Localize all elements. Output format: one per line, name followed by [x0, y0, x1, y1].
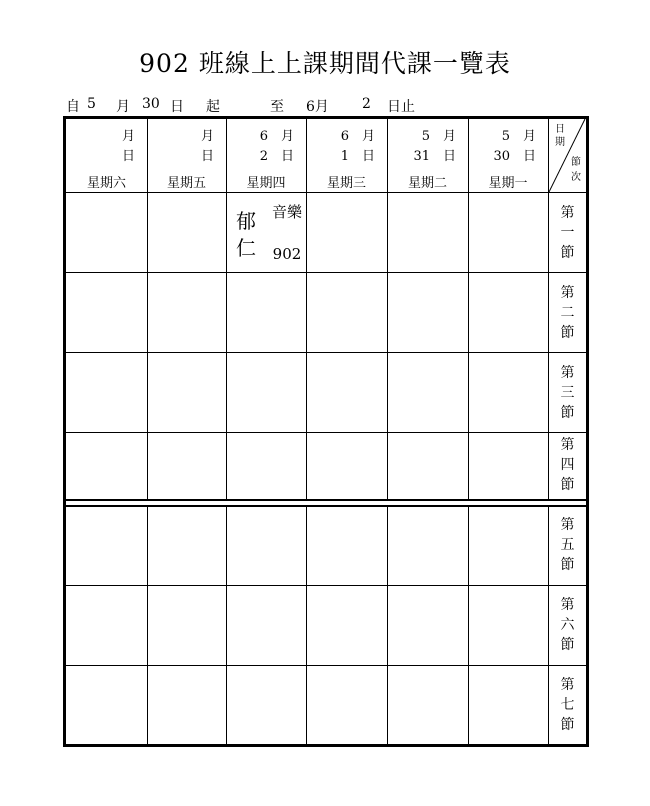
- range-month-unit: 月: [116, 99, 130, 115]
- range-day-unit: 日: [170, 99, 184, 115]
- row-divider: [66, 352, 586, 353]
- header-day: 2 日: [259, 149, 294, 164]
- schedule-table: [63, 116, 589, 747]
- header-weekday: 星期五: [166, 176, 206, 191]
- header-cell-mon: [468, 119, 548, 192]
- period-label-6: 第 六 節: [560, 597, 575, 653]
- header-weekday: 星期三: [326, 176, 366, 191]
- double-row-divider: [66, 499, 586, 507]
- header-day: 31 日: [413, 149, 456, 164]
- row-divider: [66, 432, 586, 433]
- header-month: 6 月: [340, 129, 375, 144]
- corner-date-label: 日期: [555, 124, 565, 148]
- corner-period-label: 節次: [571, 157, 581, 183]
- entry-subject: 音樂: [271, 203, 302, 221]
- header-month: 5 月: [501, 129, 536, 144]
- header-cell-fri: [147, 119, 226, 192]
- header-day: 30 日: [493, 149, 536, 164]
- header-day: 日: [200, 149, 214, 164]
- range-to-day: 2: [362, 96, 371, 112]
- header-month: 月: [200, 129, 214, 144]
- row-divider: [66, 272, 586, 273]
- header-cell-wed: [306, 119, 387, 192]
- header-month: 6 月: [259, 129, 294, 144]
- header-day: 日: [121, 149, 135, 164]
- range-end-label: 日止: [387, 99, 415, 115]
- period-label-4: 第 四 節: [560, 437, 575, 493]
- header-cell-sat: [66, 119, 147, 192]
- entry-teacher: 郁仁: [236, 209, 256, 260]
- header-cell-tue: [387, 119, 468, 192]
- period-label-7: 第 七 節: [560, 677, 575, 733]
- header-month: 月: [121, 129, 135, 144]
- range-to-label: 至: [270, 99, 284, 115]
- period-label-2: 第 二 節: [560, 285, 575, 341]
- header-weekday: 星期一: [488, 176, 528, 191]
- entry-class: 902: [272, 245, 302, 263]
- range-start-label: 起: [206, 99, 220, 115]
- range-to-month: 6月: [306, 99, 329, 115]
- range-from-day: 30: [142, 96, 160, 112]
- header-cell-thu: [226, 119, 306, 192]
- header-month: 5 月: [421, 129, 456, 144]
- period-label-3: 第 三 節: [560, 365, 575, 421]
- header-weekday: 星期二: [407, 176, 447, 191]
- corner-cell: [549, 119, 586, 192]
- row-divider: [66, 585, 586, 586]
- row-divider: [66, 192, 586, 193]
- header-weekday: 星期六: [86, 176, 126, 191]
- range-from-label: 自: [66, 99, 80, 115]
- period-label-5: 第 五 節: [560, 517, 575, 573]
- header-day: 1 日: [340, 149, 375, 164]
- range-from-month: 5: [87, 96, 96, 112]
- row-divider: [66, 665, 586, 666]
- period-label-1: 第 一 節: [560, 205, 575, 261]
- page-title: 902 班線上上課期間代課一覽表: [139, 49, 511, 78]
- header-weekday: 星期四: [246, 176, 286, 191]
